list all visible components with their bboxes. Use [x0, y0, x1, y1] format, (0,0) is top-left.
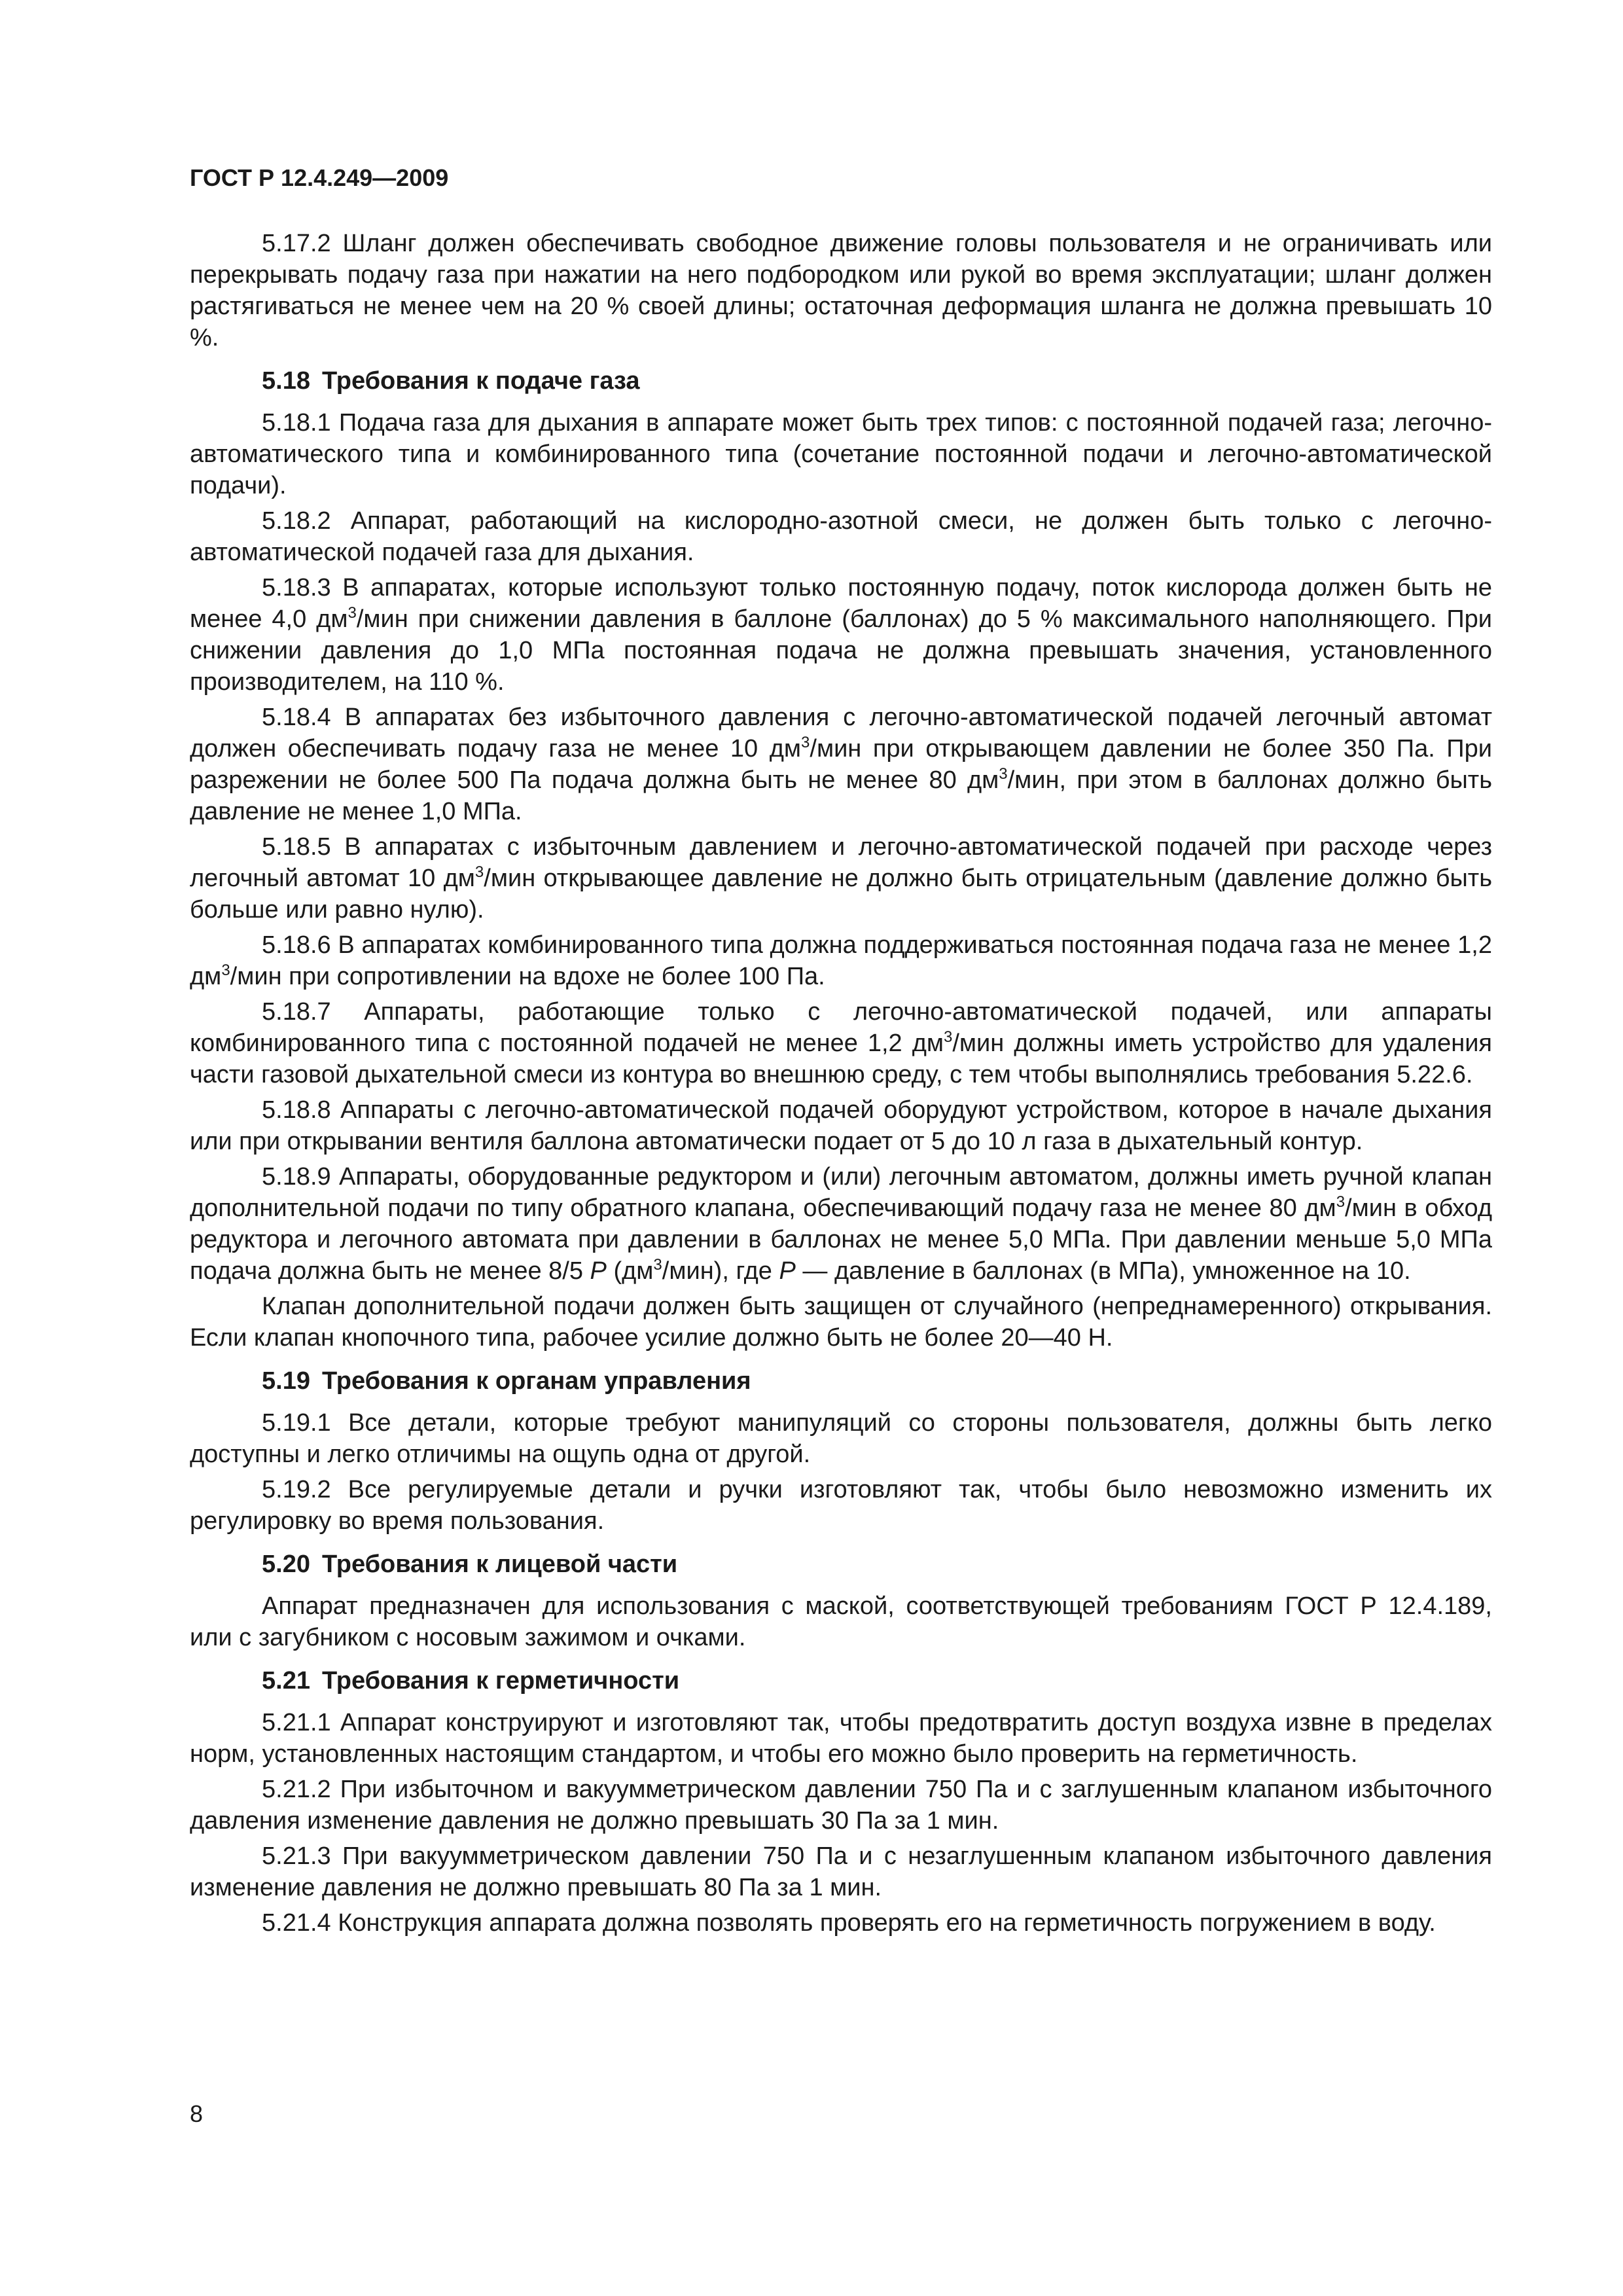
section-heading-5-20: [190, 1549, 1492, 1580]
document-body: [190, 228, 1492, 1943]
section-number: 5.20: [262, 1551, 310, 1578]
paragraph-5-21-2: 5.21.2 При избыточном и вакуумметрическом давлении 750 Па и с заглушенным клапаном избыточного давления изменение давления не должно превышать 30 Па за 1 мин.: [190, 1776, 1492, 1835]
text-run: /мин при открывающем давлении не более 350 Па. При разрежении не более 500 Па подача должна быть не менее 80 дм: [190, 735, 1492, 794]
text-run: /мин должны иметь устройство для удаления части газовой дыхательной смеси из контура во внешнюю среду, с тем чтобы выполнялись требования 5.22.6.: [190, 1030, 1492, 1088]
superscript: 3: [999, 765, 1008, 783]
section-heading-5-19: [190, 1365, 1492, 1397]
paragraph-5-21-4: 5.21.4 Конструкция аппарата должна позволять проверять его на герметичность погружением в воду.: [262, 1909, 1436, 1937]
paragraph-5-18-4: [190, 702, 1492, 827]
paragraph-5-18-3: [190, 572, 1492, 698]
paragraph-5-21-1: 5.21.1 Аппарат конструируют и изготовляют так, чтобы предотвратить доступ воздуха извне в пределах норм, установленных настоящим стандартом, и чтобы его можно было проверить на герметичность.: [190, 1709, 1492, 1768]
text-run: 5.18.4 В аппаратах без избыточного давления с легочно-автоматической подачей легочный автомат должен обеспечивать подачу газа не менее 10 дм: [190, 704, 1492, 762]
text-run: 5.18.3 В аппаратах, которые используют только постоянную подачу, поток кислорода должен быть не менее 4,0 дм: [190, 574, 1492, 633]
paragraph-5-17-2: 5.17.2 Шланг должен обеспечивать свободное движение головы пользователя и не ограничивать или перекрывать подачу газа при нажатии на него подбородком или рукой во время эксплуатации; шланг должен растягиваться не менее чем на 20 % своей длины; остаточная деформация шланга не должна превышать 10 %.: [190, 230, 1492, 351]
italic-symbol-p: P: [590, 1257, 607, 1285]
section-title: Требования к органам управления: [321, 1367, 751, 1395]
text-run: 5.18.5 В аппаратах с избыточным давлением и легочно-автоматической подачей при расходе через легочный автомат 10 дм: [190, 833, 1492, 892]
text-run: /мин при сопротивлении на вдохе не более 100 Па.: [230, 963, 825, 990]
text-run: /мин, при этом в баллонах должно быть давление не менее 1,0 МПа.: [190, 766, 1493, 825]
paragraph-5-18-6: [190, 929, 1492, 992]
section-number: 5.21: [262, 1667, 310, 1695]
paragraph-5-18-5: [190, 831, 1492, 925]
paragraph-5-18-1: 5.18.1 Подача газа для дыхания в аппарате может быть трех типов: с постоянной подачей газа; легочно-автоматического типа и комбинированного типа (сочетание постоянной подачи и легочно-автоматической подачи).: [190, 409, 1492, 499]
section-title: Требования к подаче газа: [321, 367, 640, 395]
paragraph-5-18-2: 5.18.2 Аппарат, работающий на кислородно-азотной смеси, не должен быть только с легочно-автоматической подачей газа для дыхания.: [190, 507, 1492, 566]
text-run: /мин), где: [662, 1257, 779, 1285]
text-run: /мин в обход редуктора и легочного автомата при давлении в баллонах не менее 5,0 МПа. При давлении меньше 5,0 МПа подача должна быть не менее 8/5: [190, 1194, 1492, 1285]
paragraph-5-21-3: 5.21.3 При вакуумметрическом давлении 750 Па и с незаглушенным клапаном избыточного давления изменение давления не должно превышать 80 Па за 1 мин.: [190, 1842, 1492, 1901]
section-heading-5-18: [190, 365, 1492, 397]
text-run: (дм: [606, 1257, 654, 1285]
text-run: 5.18.7 Аппараты, работающие только с легочно-автоматической подачей, или аппараты комбинированного типа с постоянной подачей не менее 1,2 дм: [190, 998, 1492, 1057]
document-code-header: ГОСТ Р 12.4.249—2009: [190, 164, 449, 191]
section-title: Требования к лицевой части: [321, 1551, 678, 1578]
paragraph-5-18-7: [190, 996, 1492, 1090]
text-run: 5.18.9 Аппараты, оборудованные редуктором и (или) легочным автоматом, должны иметь ручной клапан дополнительной подачи по типу обратного клапана, обеспечивающий подачу газа не менее 80 дм: [190, 1163, 1492, 1222]
text-run: 5.18.6 В аппаратах комбинированного типа должна поддерживаться постоянная подача газа не менее 1,2 дм: [190, 931, 1492, 990]
paragraph-5-19-1: 5.19.1 Все детали, которые требуют манипуляций со стороны пользователя, должны быть легко доступны и легко отличимы на ощупь одна от другой.: [190, 1409, 1492, 1468]
text-run: /мин открывающее давление не должно быть отрицательным (давление должно быть больше или равно нулю).: [190, 865, 1492, 924]
section-title: Требования к герметичности: [321, 1667, 680, 1695]
italic-symbol-p: P: [779, 1257, 796, 1285]
superscript: 3: [348, 604, 357, 622]
superscript: 3: [1336, 1193, 1346, 1211]
section-number: 5.18: [262, 367, 310, 395]
text-run: — давление в баллонах (в МПа), умноженное на 10.: [795, 1257, 1411, 1285]
paragraph-5-19-2: 5.19.2 Все регулируемые детали и ручки изготовляют так, чтобы было невозможно изменить их регулировку во время пользования.: [190, 1476, 1492, 1535]
superscript: 3: [221, 961, 230, 979]
page-number: 8: [190, 2100, 204, 2127]
section-heading-5-21: [190, 1665, 1492, 1696]
text-run: /мин при снижении давления в баллоне (баллонах) до 5 % максимального наполняющего. При снижении давления до 1,0 МПа постоянная подача не должна превышать значения, установленного производителем, на 110 %.: [190, 605, 1492, 696]
superscript: 3: [653, 1256, 662, 1274]
paragraph-valve: Клапан дополнительной подачи должен быть защищен от случайного (непреднамеренного) открывания. Если клапан кнопочного типа, рабочее усилие должно быть не более 20—40 Н.: [190, 1293, 1492, 1352]
section-number: 5.19: [262, 1367, 310, 1395]
superscript: 3: [474, 863, 484, 881]
paragraph-5-18-9: [190, 1161, 1492, 1287]
superscript: 3: [801, 734, 810, 751]
paragraph-5-18-8: 5.18.8 Аппараты с легочно-автоматической подачей оборудуют устройством, которое в начале дыхания или при открывании вентиля баллона автоматически подает от 5 до 10 л газа в дыхательный контур.: [190, 1096, 1492, 1155]
paragraph-5-20: Аппарат предназначен для использования с маской, соответствующей требованиям ГОСТ Р 12.4.189, или с загубником с носовым зажимом и очками.: [190, 1592, 1492, 1651]
superscript: 3: [944, 1028, 953, 1046]
